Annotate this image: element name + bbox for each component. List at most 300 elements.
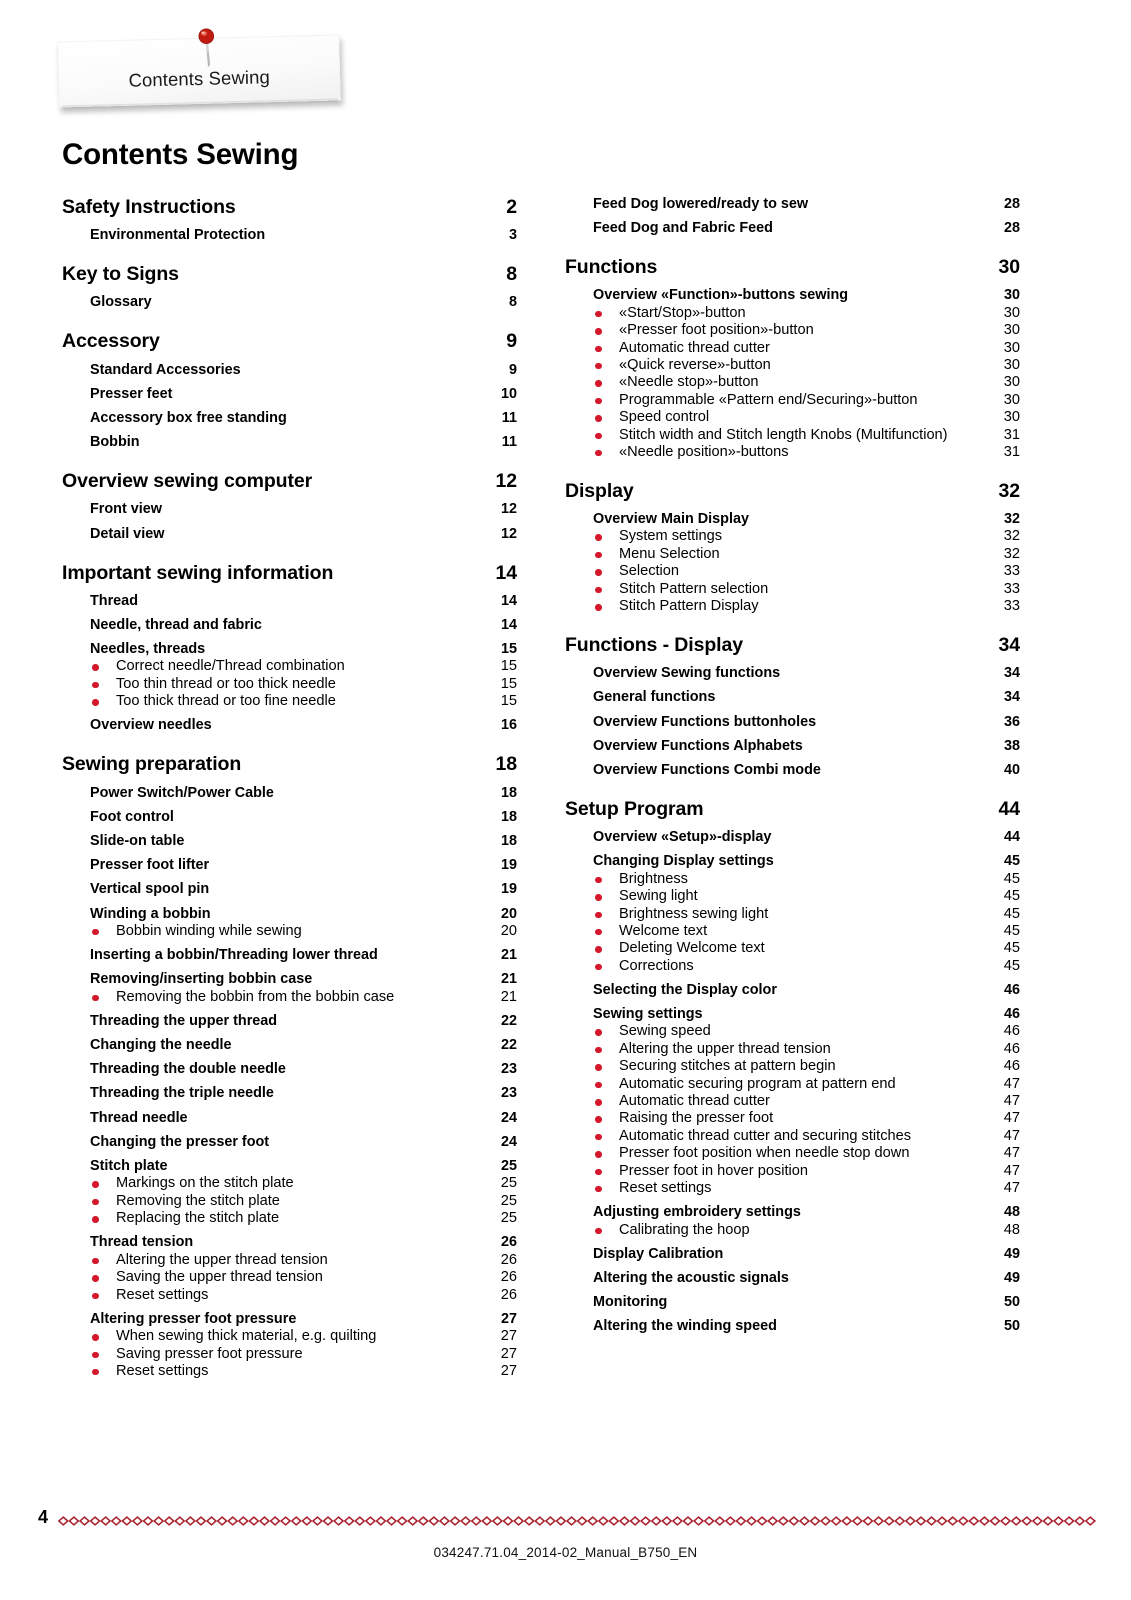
toc-entry-level-2[interactable] xyxy=(62,362,517,378)
toc-entry-level-3[interactable] xyxy=(565,546,1020,562)
toc-entry-page-number: 21 xyxy=(500,971,517,988)
toc-entry-label: Feed Dog lowered/ready to sew xyxy=(593,196,809,212)
toc-entry-label: Threading the triple needle xyxy=(90,1085,274,1102)
toc-entry-level-2[interactable] xyxy=(62,1158,517,1174)
toc-entry-level-2[interactable] xyxy=(565,1270,1020,1286)
toc-entry-page-number: 9 xyxy=(506,330,517,353)
bullet-icon xyxy=(595,415,602,422)
toc-entry-page-number: 32 xyxy=(1003,545,1020,562)
toc-entry-level-3[interactable] xyxy=(565,1222,1020,1238)
bullet-icon xyxy=(92,995,99,1002)
toc-entry-label: Selecting the Display color xyxy=(593,981,777,998)
toc-entry-level-3[interactable] xyxy=(62,676,517,692)
toc-entry-level-2[interactable] xyxy=(565,689,1020,705)
toc-entry-page-number: 22 xyxy=(500,1037,517,1054)
toc-entry-page-number: 16 xyxy=(500,717,517,734)
pinned-note xyxy=(58,38,348,116)
toc-entry-label: Standard Accessories xyxy=(90,361,241,378)
toc-entry-level-2[interactable] xyxy=(565,1318,1020,1334)
toc-entry-level-2[interactable] xyxy=(565,714,1020,730)
pushpin-icon xyxy=(194,27,220,85)
toc-entry-level-1[interactable] xyxy=(62,470,517,493)
toc-entry-label: Markings on the stitch plate xyxy=(90,1175,479,1191)
toc-entry-level-2[interactable] xyxy=(565,1204,1020,1220)
toc-entry-label: Automatic thread cutter xyxy=(593,340,982,356)
toc-entry-level-3[interactable] xyxy=(62,693,517,709)
toc-entry-level-3[interactable] xyxy=(62,1252,517,1268)
toc-entry-page-number: 26 xyxy=(500,1269,517,1286)
toc-entry-label: Vertical spool pin xyxy=(90,881,210,898)
toc-entry-label: Safety Instructions xyxy=(62,196,236,218)
toc-entry-label: Changing the needle xyxy=(90,1037,232,1054)
toc-entry-level-3[interactable] xyxy=(565,340,1020,356)
bullet-icon xyxy=(595,346,602,353)
toc-entry-level-2[interactable] xyxy=(62,717,517,733)
toc-entry-level-3[interactable] xyxy=(62,1175,517,1191)
toc-entry-level-1[interactable] xyxy=(62,330,517,353)
toc-entry-label: Thread xyxy=(90,592,138,609)
toc-entry-level-3[interactable] xyxy=(565,357,1020,373)
toc-entry-label: «Quick reverse»-button xyxy=(593,357,982,373)
toc-entry-level-2[interactable] xyxy=(62,785,517,801)
toc-entry-label: General functions xyxy=(593,689,716,706)
toc-entry-label: Threading the double needle xyxy=(90,1061,286,1078)
toc-entry-page-number: 46 xyxy=(1003,1006,1020,1023)
toc-entry-page-number: 19 xyxy=(500,881,517,898)
document-code: 034247.71.04_2014-02_Manual_B750_EN xyxy=(433,1545,698,1560)
toc-entry-label: Altering the acoustic signals xyxy=(593,1269,789,1286)
toc-entry-label: Bobbin xyxy=(90,434,140,451)
toc-entry-level-2[interactable] xyxy=(62,1311,517,1327)
toc-entry-label: Menu Selection xyxy=(593,546,982,562)
toc-entry-label: Overview «Function»-buttons sewing xyxy=(593,287,849,304)
toc-entry-label: Selection xyxy=(593,563,982,579)
toc-entry-page-number: 11 xyxy=(501,409,517,426)
toc-column-left xyxy=(62,196,517,1379)
toc-entry-level-3[interactable] xyxy=(62,1193,517,1209)
toc-entry-level-3[interactable] xyxy=(565,392,1020,408)
toc-entry-label: Reset settings xyxy=(90,1287,479,1303)
toc-entry-label: Key to Signs xyxy=(62,263,179,286)
toc-entry-label: Changing Display settings xyxy=(593,853,774,870)
toc-entry-level-2[interactable] xyxy=(62,1037,517,1053)
toc-entry-label: Front view xyxy=(90,501,162,518)
toc-entry-level-2[interactable] xyxy=(565,665,1020,681)
toc-entry-label: Setup Program xyxy=(565,797,704,820)
toc-entry-level-1[interactable] xyxy=(565,480,1020,503)
bullet-icon xyxy=(595,877,602,884)
toc-entry-page-number: 45 xyxy=(1003,905,1020,922)
bullet-icon xyxy=(595,363,602,370)
bullet-icon xyxy=(595,964,602,971)
toc-entry-page-number: 45 xyxy=(1003,853,1020,870)
toc-entry-label: Stitch width and Stitch length Knobs (Multifunction) xyxy=(593,427,982,443)
toc-entry-label: Correct needle/Thread combination xyxy=(90,658,479,674)
toc-entry-label: Foot control xyxy=(90,808,174,825)
toc-entry-page-number: 31 xyxy=(1003,443,1020,460)
toc-entry-level-3[interactable] xyxy=(62,1269,517,1285)
bullet-icon xyxy=(92,664,99,671)
toc-entry-page-number: 47 xyxy=(1003,1075,1020,1092)
toc-entry-label: Environmental Protection xyxy=(90,227,266,244)
bullet-icon xyxy=(92,699,99,706)
toc-entry-level-2[interactable] xyxy=(62,906,517,922)
toc-entry-page-number: 11 xyxy=(501,434,517,451)
toc-entry-page-number: 20 xyxy=(500,905,517,922)
toc-entry-level-2[interactable] xyxy=(62,386,517,402)
toc-entry-level-2[interactable] xyxy=(62,410,517,426)
toc-entry-label: Reset settings xyxy=(593,1180,982,1196)
toc-entry-page-number: 15 xyxy=(500,658,517,675)
toc-entry-level-3[interactable] xyxy=(565,958,1020,974)
toc-entry-level-3[interactable] xyxy=(565,1110,1020,1126)
toc-entry-page-number: 40 xyxy=(1003,761,1020,778)
toc-entry-level-3[interactable] xyxy=(565,598,1020,614)
toc-entry-page-number: 26 xyxy=(500,1234,517,1251)
toc-entry-level-3[interactable] xyxy=(565,906,1020,922)
toc-entry-page-number: 45 xyxy=(1003,922,1020,939)
toc-entry-level-2[interactable] xyxy=(62,501,517,517)
toc-entry-page-number: 44 xyxy=(998,797,1020,820)
toc-entry-level-1[interactable] xyxy=(62,263,517,286)
toc-entry-level-2[interactable] xyxy=(62,947,517,963)
bullet-icon xyxy=(92,1334,99,1341)
toc-entry-page-number: 47 xyxy=(1003,1127,1020,1144)
toc-entry-level-2[interactable] xyxy=(62,971,517,987)
toc-entry-label: Replacing the stitch plate xyxy=(90,1210,479,1226)
toc-entry-page-number: 36 xyxy=(1003,713,1020,730)
toc-entry-page-number: 30 xyxy=(1003,322,1020,339)
bullet-icon xyxy=(595,929,602,936)
toc-entry-level-2[interactable] xyxy=(565,738,1020,754)
toc-entry-label: Overview Functions Combi mode xyxy=(593,761,821,778)
toc-entry-page-number: 21 xyxy=(500,947,517,964)
toc-entry-level-1[interactable] xyxy=(62,196,517,219)
bullet-icon xyxy=(92,929,99,936)
toc-entry-label: Too thin thread or too thick needle xyxy=(90,676,479,692)
toc-entry-page-number: 30 xyxy=(1003,339,1020,356)
toc-entry-label: Overview «Setup»-display xyxy=(593,829,772,846)
toc-entry-page-number: 47 xyxy=(1003,1093,1020,1110)
toc-entry-page-number: 18 xyxy=(495,753,517,776)
bullet-icon xyxy=(595,1228,602,1235)
toc-entry-level-3[interactable] xyxy=(62,989,517,1005)
toc-entry-label: Altering the winding speed xyxy=(593,1318,777,1335)
toc-entry-label: Automatic thread cutter xyxy=(593,1093,982,1109)
toc-entry-level-2[interactable] xyxy=(62,227,517,243)
bullet-icon xyxy=(92,1216,99,1223)
toc-entry-label: Overview Functions buttonholes xyxy=(593,713,817,730)
toc-entry-label: Sewing light xyxy=(593,888,982,904)
toc-entry-label: When sewing thick material, e.g. quilting xyxy=(90,1328,479,1344)
toc-entry-label: Sewing settings xyxy=(593,1006,703,1023)
toc-entry-page-number: 26 xyxy=(500,1286,517,1303)
toc-entry-level-3[interactable] xyxy=(565,1145,1020,1161)
toc-entry-page-number: 32 xyxy=(1003,511,1020,528)
toc-entry-level-3[interactable] xyxy=(565,1180,1020,1196)
toc-entry-page-number: 12 xyxy=(500,525,517,542)
toc-entry-label: Altering the upper thread tension xyxy=(593,1041,982,1057)
toc-entry-level-3[interactable] xyxy=(565,409,1020,425)
toc-entry-page-number: 18 xyxy=(500,784,517,801)
bullet-icon xyxy=(92,1369,99,1376)
toc-entry-level-3[interactable] xyxy=(62,1363,517,1379)
toc-entry-page-number: 24 xyxy=(500,1133,517,1150)
toc-entry-level-3[interactable] xyxy=(565,888,1020,904)
toc-entry-level-2[interactable] xyxy=(565,853,1020,869)
toc-entry-page-number: 46 xyxy=(1003,1023,1020,1040)
toc-entry-page-number: 25 xyxy=(500,1158,517,1175)
toc-entry-page-number: 46 xyxy=(1003,1058,1020,1075)
toc-entry-level-2[interactable] xyxy=(62,294,517,310)
toc-entry-level-3[interactable] xyxy=(565,305,1020,321)
toc-entry-level-3[interactable] xyxy=(62,1210,517,1226)
toc-entry-page-number: 9 xyxy=(508,361,517,378)
toc-entry-level-2[interactable] xyxy=(62,1134,517,1150)
toc-entry-label: Calibrating the hoop xyxy=(593,1222,982,1238)
toc-column-right xyxy=(565,196,1020,1334)
toc-entry-level-2[interactable] xyxy=(565,829,1020,845)
toc-entry-label: Overview needles xyxy=(90,717,212,734)
toc-entry-level-2[interactable] xyxy=(62,617,517,633)
toc-entry-label: Removing/inserting bobbin case xyxy=(90,971,313,988)
toc-entry-label: Overview Functions Alphabets xyxy=(593,737,803,754)
toc-entry-page-number: 34 xyxy=(1003,665,1020,682)
toc-entry-level-3[interactable] xyxy=(565,1093,1020,1109)
toc-entry-level-2[interactable] xyxy=(62,434,517,450)
toc-entry-label: Brightness xyxy=(593,871,982,887)
toc-entry-page-number: 24 xyxy=(500,1109,517,1126)
toc-entry-label: Securing stitches at pattern begin xyxy=(593,1058,982,1074)
toc-entry-label: Functions - Display xyxy=(565,634,743,657)
bullet-icon xyxy=(595,433,602,440)
toc-entry-page-number: 12 xyxy=(500,501,517,518)
toc-entry-level-1[interactable] xyxy=(565,798,1020,821)
toc-entry-label: Monitoring xyxy=(593,1294,668,1311)
bullet-icon xyxy=(595,587,602,594)
page-number: 4 xyxy=(38,1507,49,1527)
toc-entry-page-number: 49 xyxy=(1003,1245,1020,1262)
toc-entry-page-number: 33 xyxy=(1003,598,1020,615)
toc-entry-level-2[interactable] xyxy=(565,1294,1020,1310)
toc-entry-page-number: 28 xyxy=(1003,220,1020,237)
toc-entry-level-2[interactable] xyxy=(62,1013,517,1029)
toc-entry-label: Sewing speed xyxy=(593,1023,982,1039)
toc-entry-page-number: 33 xyxy=(1003,580,1020,597)
toc-entry-level-2[interactable] xyxy=(565,762,1020,778)
note-label: Contents Sewing xyxy=(128,66,271,91)
toc-entry-page-number: 30 xyxy=(1003,304,1020,321)
toc-entry-page-number: 38 xyxy=(1003,737,1020,754)
bullet-icon xyxy=(595,311,602,318)
toc-entry-page-number: 2 xyxy=(506,196,517,218)
toc-entry-page-number: 14 xyxy=(495,561,517,584)
toc-entry-page-number: 25 xyxy=(500,1210,517,1227)
toc-entry-level-2[interactable] xyxy=(565,511,1020,527)
toc-entry-level-2[interactable] xyxy=(62,526,517,542)
toc-entry-label: Feed Dog and Fabric Feed xyxy=(593,220,773,237)
toc-entry-level-1[interactable] xyxy=(62,562,517,585)
toc-entry-page-number: 3 xyxy=(508,227,517,244)
toc-entry-page-number: 46 xyxy=(1003,1040,1020,1057)
bullet-icon xyxy=(595,1082,602,1089)
toc-entry-page-number: 31 xyxy=(1003,426,1020,443)
toc-entry-level-2[interactable] xyxy=(62,641,517,657)
toc-entry-level-2[interactable] xyxy=(62,1110,517,1126)
toc-entry-level-2[interactable] xyxy=(565,1006,1020,1022)
toc-entry-level-2[interactable] xyxy=(62,1234,517,1250)
toc-entry-label: Glossary xyxy=(90,294,152,311)
toc-entry-label: Altering the upper thread tension xyxy=(90,1252,479,1268)
toc-entry-level-3[interactable] xyxy=(565,1163,1020,1179)
toc-entry-page-number: 45 xyxy=(1003,870,1020,887)
toc-entry-page-number: 47 xyxy=(1003,1110,1020,1127)
toc-entry-label: «Needle stop»-button xyxy=(593,374,982,390)
toc-entry-level-1[interactable] xyxy=(565,256,1020,279)
toc-entry-level-3[interactable] xyxy=(62,1346,517,1362)
toc-entry-label: Bobbin winding while sewing xyxy=(90,923,479,939)
toc-entry-page-number: 25 xyxy=(500,1192,517,1209)
toc-entry-level-2[interactable] xyxy=(62,1085,517,1101)
toc-entry-page-number: 47 xyxy=(1003,1162,1020,1179)
toc-entry-label: Overview Main Display xyxy=(593,511,749,528)
toc-entry-level-3[interactable] xyxy=(62,658,517,674)
bullet-icon xyxy=(92,1275,99,1282)
toc-entry-label: Removing the bobbin from the bobbin case xyxy=(90,989,479,1005)
toc-entry-page-number: 8 xyxy=(508,294,517,311)
toc-entry-label: Stitch Pattern Display xyxy=(593,598,982,614)
toc-entry-level-3[interactable] xyxy=(565,1058,1020,1074)
toc-entry-level-3[interactable] xyxy=(565,1023,1020,1039)
toc-entry-level-3[interactable] xyxy=(565,923,1020,939)
toc-entry-label: Adjusting embroidery settings xyxy=(593,1204,801,1221)
toc-entry-level-2[interactable] xyxy=(62,809,517,825)
toc-entry-label: Display xyxy=(565,479,634,502)
toc-entry-label: Brightness sewing light xyxy=(593,906,982,922)
toc-entry-level-2[interactable] xyxy=(62,881,517,897)
toc-entry-label: Stitch plate xyxy=(90,1158,168,1175)
bullet-icon xyxy=(92,1352,99,1359)
toc-entry-level-2[interactable] xyxy=(62,1061,517,1077)
toc-entry-page-number: 32 xyxy=(1003,528,1020,545)
toc-entry-label: System settings xyxy=(593,528,982,544)
toc-entry-page-number: 30 xyxy=(1003,391,1020,408)
toc-entry-label: Presser foot lifter xyxy=(90,857,210,874)
toc-entry-label: Important sewing information xyxy=(62,561,334,584)
toc-entry-label: Presser foot in hover position xyxy=(593,1163,982,1179)
toc-entry-page-number: 8 xyxy=(506,263,517,286)
toc-entry-label: Thread needle xyxy=(90,1109,188,1126)
toc-entry-level-3[interactable] xyxy=(565,427,1020,443)
bullet-icon xyxy=(595,328,602,335)
bullet-icon xyxy=(595,1134,602,1141)
toc-entry-level-3[interactable] xyxy=(565,1076,1020,1092)
toc-entry-page-number: 50 xyxy=(1003,1318,1020,1335)
toc-entry-level-2[interactable] xyxy=(62,857,517,873)
toc-entry-page-number: 47 xyxy=(1003,1179,1020,1196)
toc-entry-level-2[interactable] xyxy=(565,220,1020,236)
toc-entry-page-number: 10 xyxy=(500,385,517,402)
toc-entry-level-3[interactable] xyxy=(565,1128,1020,1144)
toc-entry-page-number: 14 xyxy=(500,592,517,609)
toc-entry-page-number: 48 xyxy=(1003,1204,1020,1221)
toc-entry-level-3[interactable] xyxy=(565,322,1020,338)
toc-entry-level-2[interactable] xyxy=(565,982,1020,998)
toc-entry-level-3[interactable] xyxy=(565,1041,1020,1057)
bullet-icon xyxy=(92,1199,99,1206)
toc-entry-level-3[interactable] xyxy=(565,563,1020,579)
toc-entry-level-3[interactable] xyxy=(565,940,1020,956)
bullet-icon xyxy=(595,1029,602,1036)
toc-entry-label: Automatic securing program at pattern end xyxy=(593,1076,982,1092)
toc-entry-page-number: 47 xyxy=(1003,1145,1020,1162)
bullet-icon xyxy=(595,534,602,541)
toc-entry-level-3[interactable] xyxy=(565,374,1020,390)
toc-entry-label: «Needle position»-buttons xyxy=(593,444,982,460)
toc-entry-level-3[interactable] xyxy=(565,581,1020,597)
toc-entry-page-number: 15 xyxy=(500,641,517,658)
toc-entry-page-number: 20 xyxy=(500,922,517,939)
bullet-icon xyxy=(595,946,602,953)
toc-entry-label: Reset settings xyxy=(90,1363,479,1379)
bullet-icon xyxy=(595,912,602,919)
toc-entry-label: Sewing preparation xyxy=(62,753,242,776)
toc-entry-level-3[interactable] xyxy=(565,528,1020,544)
toc-entry-label: Saving the upper thread tension xyxy=(90,1269,479,1285)
toc-entry-page-number: 27 xyxy=(500,1328,517,1345)
toc-entry-page-number: 14 xyxy=(500,616,517,633)
toc-entry-level-2[interactable] xyxy=(565,287,1020,303)
toc-entry-label: Needle, thread and fabric xyxy=(90,616,262,633)
toc-entry-page-number: 30 xyxy=(1003,374,1020,391)
toc-entry-label: Functions xyxy=(565,256,658,279)
bullet-icon xyxy=(92,682,99,689)
toc-entry-page-number: 45 xyxy=(1003,888,1020,905)
toc-entry-level-3[interactable] xyxy=(565,871,1020,887)
toc-entry-label: «Presser foot position»-button xyxy=(593,322,982,338)
toc-entry-level-2[interactable] xyxy=(565,196,1020,212)
toc-entry-level-3[interactable] xyxy=(62,1287,517,1303)
toc-entry-level-2[interactable] xyxy=(565,1246,1020,1262)
toc-entry-label: Welcome text xyxy=(593,923,982,939)
toc-entry-page-number: 33 xyxy=(1003,563,1020,580)
toc-entry-label: Overview Sewing functions xyxy=(593,665,781,682)
toc-entry-page-number: 30 xyxy=(1003,409,1020,426)
toc-entry-label: «Start/Stop»-button xyxy=(593,305,982,321)
bullet-icon xyxy=(595,1169,602,1176)
bullet-icon xyxy=(92,1258,99,1265)
toc-entry-page-number: 25 xyxy=(500,1175,517,1192)
toc-entry-page-number: 48 xyxy=(1003,1221,1020,1238)
toc-entry-page-number: 23 xyxy=(500,1061,517,1078)
toc-entry-level-3[interactable] xyxy=(565,444,1020,460)
toc-entry-page-number: 28 xyxy=(1003,196,1020,212)
toc-entry-level-2[interactable] xyxy=(62,833,517,849)
toc-entry-label: Changing the presser foot xyxy=(90,1133,270,1150)
toc-entry-label: Accessory box free standing xyxy=(90,409,287,426)
toc-entry-page-number: 30 xyxy=(998,256,1020,279)
bullet-icon xyxy=(92,1181,99,1188)
toc-entry-level-3[interactable] xyxy=(62,1328,517,1344)
toc-entry-level-1[interactable] xyxy=(62,753,517,776)
toc-entry-page-number: 15 xyxy=(500,693,517,710)
toc-entry-page-number: 45 xyxy=(1003,957,1020,974)
toc-entry-label: Programmable «Pattern end/Securing»-button xyxy=(593,392,982,408)
toc-entry-level-3[interactable] xyxy=(62,923,517,939)
toc-entry-level-2[interactable] xyxy=(62,593,517,609)
bullet-icon xyxy=(595,552,602,559)
toc-entry-level-1[interactable] xyxy=(565,634,1020,657)
